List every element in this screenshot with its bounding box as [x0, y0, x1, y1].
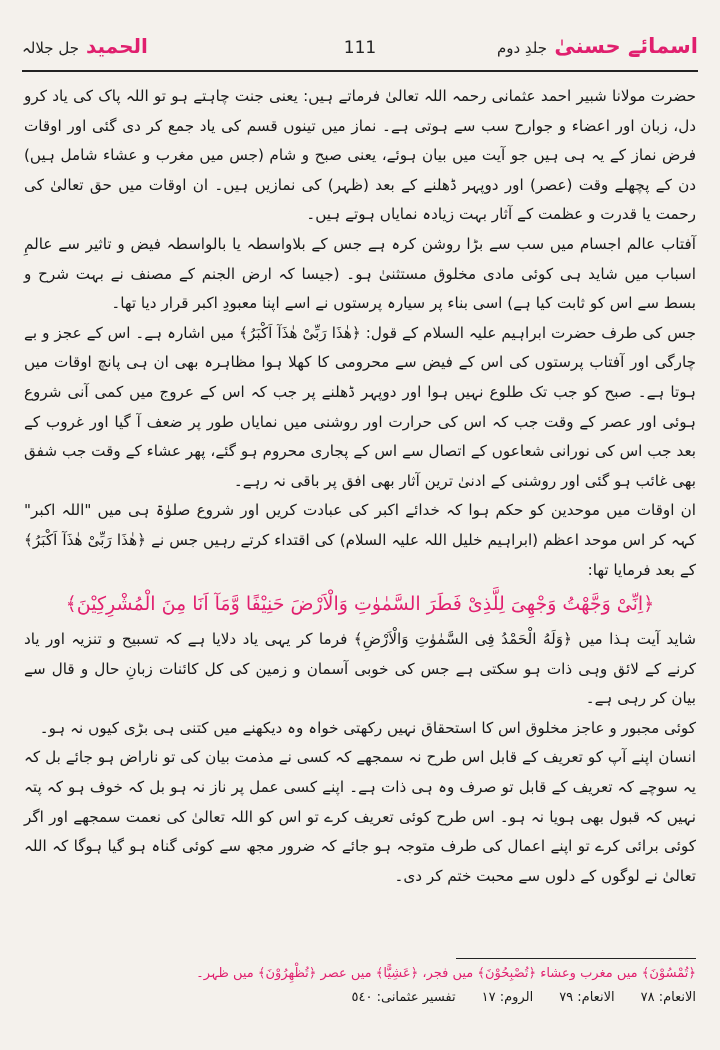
footnote-references [24, 986, 696, 1010]
page-header [22, 26, 698, 66]
volume-label: جلدِ دوم [496, 39, 548, 57]
chapter-title [22, 34, 148, 58]
paragraph: جس کی طرف حضرت ابراہیم علیہ السلام کے قول: ﴿هٰذَا رَبِّیْ هٰذَآ اَكْبَرُ﴾ میں اشارہ ہے۔ اس کے عجز و بے چارگی اور آفتاب پرستوں کی اس کے فیض سے محرومی کا کھلا ہوا مظاہرہ بھی ان ہی پانچ اوقات میں ہوتا ہے۔ صبح کو جب تک طلوع نہیں ہوا اور دوپہر ڈھلنے پر جب کہ اس کے عروج میں کمی آنی شروع ہوئی اور عصر کے وقت جب کہ اس کی حرارت اور روشنی میں نمایاں طور پر ضعف آ گیا اور غروب کے بعد جب اس کی نورانی شعاعوں کے اتصال سے اس کے پجاری محروم ہو گئے، پھر عشاء کے وقت جب شفق بھی غائب ہو گئی اور روشنی کے ادنیٰ ترین آثار بھی افق پر باقی نہ رہے۔ [24, 323, 696, 490]
footnote-ref: الانعام: ٧٨ [640, 990, 696, 1005]
paragraph: حضرت مولانا شبیر احمد عثمانی رحمہ اللہ تعالیٰ فرماتے ہیں: یعنی جنت چاہتے ہو تو اللہ پاک کی یاد کرو دل، زبان اور اعضاء و جوارح سب سے ہوتی ہے۔ نماز میں تینوں قسم کی یاد جمع کر دی گئی اور اوقات فرض نماز کے یہ ہی ہیں جو آیت میں بیان ہوئے، یعنی صبح و شام (جس میں مغرب و عشاء شامل ہیں) دن کے پچھلے وقت (عصر) اور دوپہر ڈھلنے کے بعد (ظہر) کی نمازیں ہیں۔ ان اوقات میں حق تعالیٰ کی رحمت یا قدرت و عظمت کے آثار بہت زیادہ نمایاں ہوتے ہیں۔ [24, 87, 696, 224]
book-title-main: اسمائے حسنیٰ [554, 34, 698, 58]
header-divider [22, 70, 698, 72]
paragraph: شاید آیت ہذا میں ﴿وَلَهُ الْحَمْدُ فِى السَّمٰوٰتِ وَالْاَرْضِ﴾ فرما کر یہی یاد دلایا ہے کہ تسبیح و تنزیہ اور یاد کرنے کے لائق وہی ذات ہو سکتی ہے جس کی خوبی آسمان و زمین کی کل کائنات زبانِ حال و قال سے بیان کر رہی ہے۔ [24, 630, 696, 708]
footnote-ref: الروم: ١٧ [481, 990, 534, 1005]
page-body [24, 82, 696, 950]
paragraph: کوئی مجبور و عاجز مخلوق اس کا استحقاق نہیں رکھتی خواہ وہ دیکھنے میں کتنی ہی بڑی کیوں نہ ہو۔ [39, 718, 696, 737]
footnotes [24, 962, 696, 1042]
footnote-line: ﴿تُمْسُوْنَ﴾ میں مغرب وعشاء ﴿تُصْبِحُوْنَ﴾ میں فجر، ﴿عَشِيًّا﴾ میں عصر ﴿تُظْهِرُوْنَ﴾ میں ظہر۔ [196, 966, 696, 981]
page-number: 111 [343, 38, 377, 58]
quran-verse: ﴿اِنِّیْ وَجَّهْتُ وَجْهِیَ لِلَّذِیْ فَطَرَ السَّمٰوٰتِ وَالْاَرْضَ حَنِيْفًا وَّمَآ اَنَا مِنَ الْمُشْرِكِيْنَ﴾ [65, 593, 655, 616]
chapter-title-sub: جل جلالہ [22, 39, 79, 57]
paragraph: آفتاب عالم اجسام میں سب سے بڑا روشن کرہ ہے جس کے بلاواسطہ یا بالواسطہ فیض و تاثیر سے عالمِ اسباب میں شاید ہی کوئی مادی مخلوق مستثنیٰ ہو۔ (جیسا کہ ارض الجنم کے مصنف نے بہت شرح و بسط سے اس کو ثابت کیا ہے) اسی بناء پر سیارہ پرستوں نے اسے اپنا معبودِ اکبر قرار دیا تھا۔ [24, 234, 696, 313]
footnote-divider [456, 958, 696, 959]
footnote-ref: تفسیر عثمانی: ٥٤٠ [351, 990, 456, 1005]
paragraph: ان اوقات میں موحدین کو حکم ہوا کہ خدائے اکبر کی عبادت کریں اور شروع صلوٰۃ ہی میں "اللہ اکبر" کہہ کر اس موحد اعظم (ابراہیم خلیل اللہ علیہ السلام) کی اقتداء کرتے رہیں جس نے ﴿هٰذَا رَبِّیْ هٰذَآ اَكْبَرُ﴾ کے بعد فرمایا تھا: [24, 501, 696, 579]
chapter-title-main: الحمید [85, 34, 148, 58]
paragraph: انسان اپنے آپ کو تعریف کے قابل اس طرح نہ سمجھے کہ کسی نے مذمت بیان کی تو ناراض ہو جائے بل کہ یہ سوچے کہ تعریف کے قابل تو صرف وہ ہی ذات ہے۔ اپنے کسی عمل پر ناز نہ ہو بل کہ خوف ہو کہ پتہ نہیں کہ قبول بھی ہویا نہ ہو۔ اس طرح کوئی تعریف کرے تو اس کو اللہ تعالیٰ کی نعمت سمجھے اور اگر کوئی برائی کرے تو اپنے اعمال کی طرف متوجہ ہو جائے کہ ضرور مجھ سے کوئی گناہ ہو گیا ہوگا کہ اللہ تعالیٰ نے لوگوں کے دلوں سے محبت ختم کر دی۔ [24, 748, 696, 885]
footnote-ref: الانعام: ٧٩ [559, 990, 615, 1005]
